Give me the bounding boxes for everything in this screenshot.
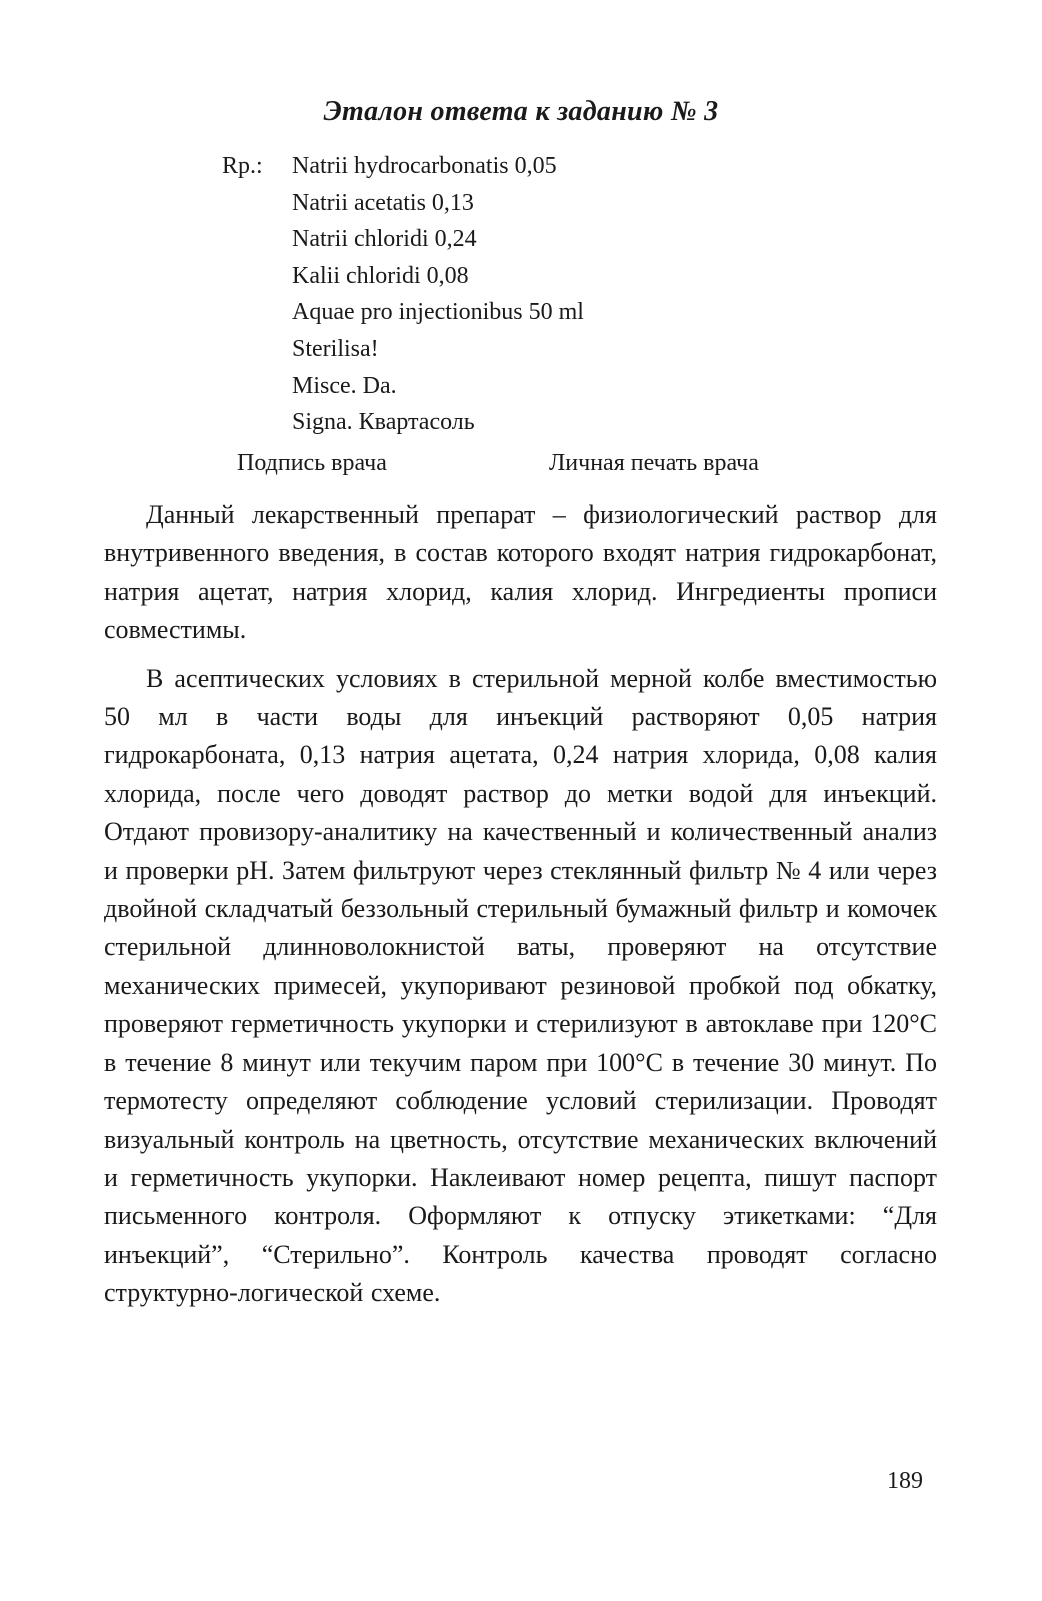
prescription-lines: [292, 148, 584, 441]
prescription-line: Natrii chloridi 0,24: [292, 226, 477, 253]
prescription-label: Rp.:: [222, 153, 263, 179]
prescription-line: Aquae pro injectionibus 50 ml: [292, 299, 584, 326]
prescription-block: [222, 148, 584, 441]
page-title: Эталон ответа к заданию № 3: [323, 96, 719, 127]
prescription-row: [222, 148, 584, 441]
paragraph: Данный лекарственный препарат – физиологический раствор для внутривенного введения, в состав которого входят натрия гидрокарбонат, натрия ацетат, натрия хлорид, калия хлорид. Ингредиенты прописи совместимы.: [104, 500, 937, 645]
page-number: 189: [887, 1468, 923, 1494]
prescription-line: Natrii acetatis 0,13: [292, 189, 474, 216]
doctor-stamp-label: Личная печать врача: [549, 450, 759, 476]
body-text: [104, 496, 937, 1323]
prescription-line: Signa. Квартасоль: [292, 409, 475, 436]
paragraph: В асептических условиях в стерильной мерной колбе вместимостью 50 мл в части воды для инъекций растворяют 0,05 натрия гидрокарбоната, 0,13 натрия ацетата, 0,24 натрия хлорида, 0,08 калия хлорида, после чего доводят раствор до метки водой для инъекций. Отдают провизору-аналитику на качественный и количественный анализ и проверки рН. Затем фильтруют через стеклянный фильтр № 4 или через двойной складчатый беззольный стерильный бумажный фильтр и комочек стерильной длинноволокнистой ваты, проверяют на отсутствие механических примесей, укупоривают резиновой пробкой под обкатку, проверяют герметичность укупорки и стерилизуют в автоклаве при 120°С в течение 8 минут или текучим паром при 100°С в течение 30 минут. По термотесту определяют соблюдение условий стерилизации. Проводят визуальный контроль на цветность, отсутствие механических включений и герметичность укупорки. Наклеивают номер рецепта, пишут паспорт письменного контроля. Оформляют к отпуску этикетками: “Для инъекций”, “Стерильно”. Контроль качества проводят согласно структурно-логической схеме.: [104, 663, 937, 1308]
prescription-line: Kalii chloridi 0,08: [292, 262, 469, 289]
doctor-signature-label: Подпись врача: [237, 450, 387, 476]
prescription-line: Misce. Da.: [292, 372, 397, 399]
prescription-line: Sterilisa!: [292, 335, 379, 362]
prescription-line: Natrii hydrocarbonatis 0,05: [292, 153, 557, 179]
